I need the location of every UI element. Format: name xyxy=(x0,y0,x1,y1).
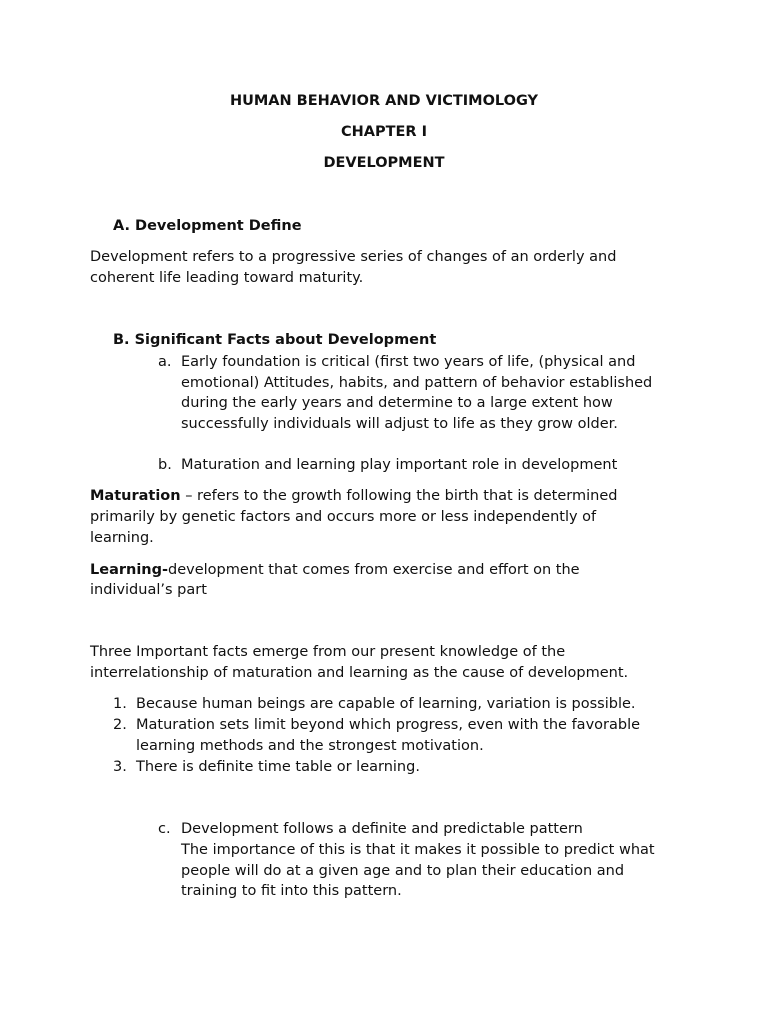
learning-term: Learning- xyxy=(90,562,169,578)
item-c-line: Development follows a definite and predictable pattern xyxy=(181,821,583,837)
chapter-topic: DEVELOPMENT xyxy=(323,155,445,171)
fact-2-line: Maturation sets limit beyond which progress, even with the favorable xyxy=(136,717,641,733)
maturation-definition-line: primarily by genetic factors and occurs more or less independently of xyxy=(90,509,597,525)
list-marker-b: b. xyxy=(158,457,172,473)
item-a-line: successfully individuals will adjust to life as they grow older. xyxy=(181,416,618,432)
list-marker-c: c. xyxy=(158,821,171,837)
learning-definition-line xyxy=(90,560,580,581)
maturation-definition-line: learning. xyxy=(90,530,154,546)
fact-3-line: There is definite time table or learning. xyxy=(136,759,420,775)
item-a-line: emotional) Attitudes, habits, and pattern of behavior established xyxy=(181,375,653,391)
list-marker-1: 1. xyxy=(113,696,127,712)
item-c-line: The importance of this is that it makes it possible to predict what xyxy=(181,842,655,858)
item-a-line: Early foundation is critical (first two years of life, (physical and xyxy=(181,354,636,370)
section-a-paragraph-line: coherent life leading toward maturity. xyxy=(90,270,364,286)
maturation-term: Maturation xyxy=(90,488,181,504)
three-facts-intro-line: Three Important facts emerge from our present knowledge of the xyxy=(90,644,566,660)
section-b-heading: B. Significant Facts about Development xyxy=(113,332,437,348)
maturation-definition-line xyxy=(90,486,617,507)
item-c-line: people will do at a given age and to plan their education and xyxy=(181,863,625,879)
document-title: HUMAN BEHAVIOR AND VICTIMOLOGY xyxy=(229,93,539,109)
item-a-line: during the early years and determine to a large extent how xyxy=(181,395,613,411)
list-marker-2: 2. xyxy=(113,717,127,733)
fact-1-line: Because human beings are capable of learning, variation is possible. xyxy=(136,696,636,712)
learning-definition-text: development that comes from exercise and effort on the xyxy=(168,562,580,578)
list-marker-3: 3. xyxy=(113,759,127,775)
fact-2-line: learning methods and the strongest motivation. xyxy=(136,738,484,754)
three-facts-intro-line: interrelationship of maturation and learning as the cause of development. xyxy=(90,665,629,681)
item-c-line: training to fit into this pattern. xyxy=(181,883,402,899)
item-b-text: Maturation and learning play important role in development xyxy=(181,457,618,473)
maturation-definition-text: – refers to the growth following the birth that is determined xyxy=(180,488,618,504)
section-a-paragraph-line: Development refers to a progressive series of changes of an orderly and xyxy=(90,249,617,265)
chapter-label: CHAPTER I xyxy=(340,124,428,140)
learning-definition-line: individual’s part xyxy=(90,582,207,598)
list-marker-a: a. xyxy=(158,354,172,370)
section-a-heading: A. Development Define xyxy=(113,218,302,234)
